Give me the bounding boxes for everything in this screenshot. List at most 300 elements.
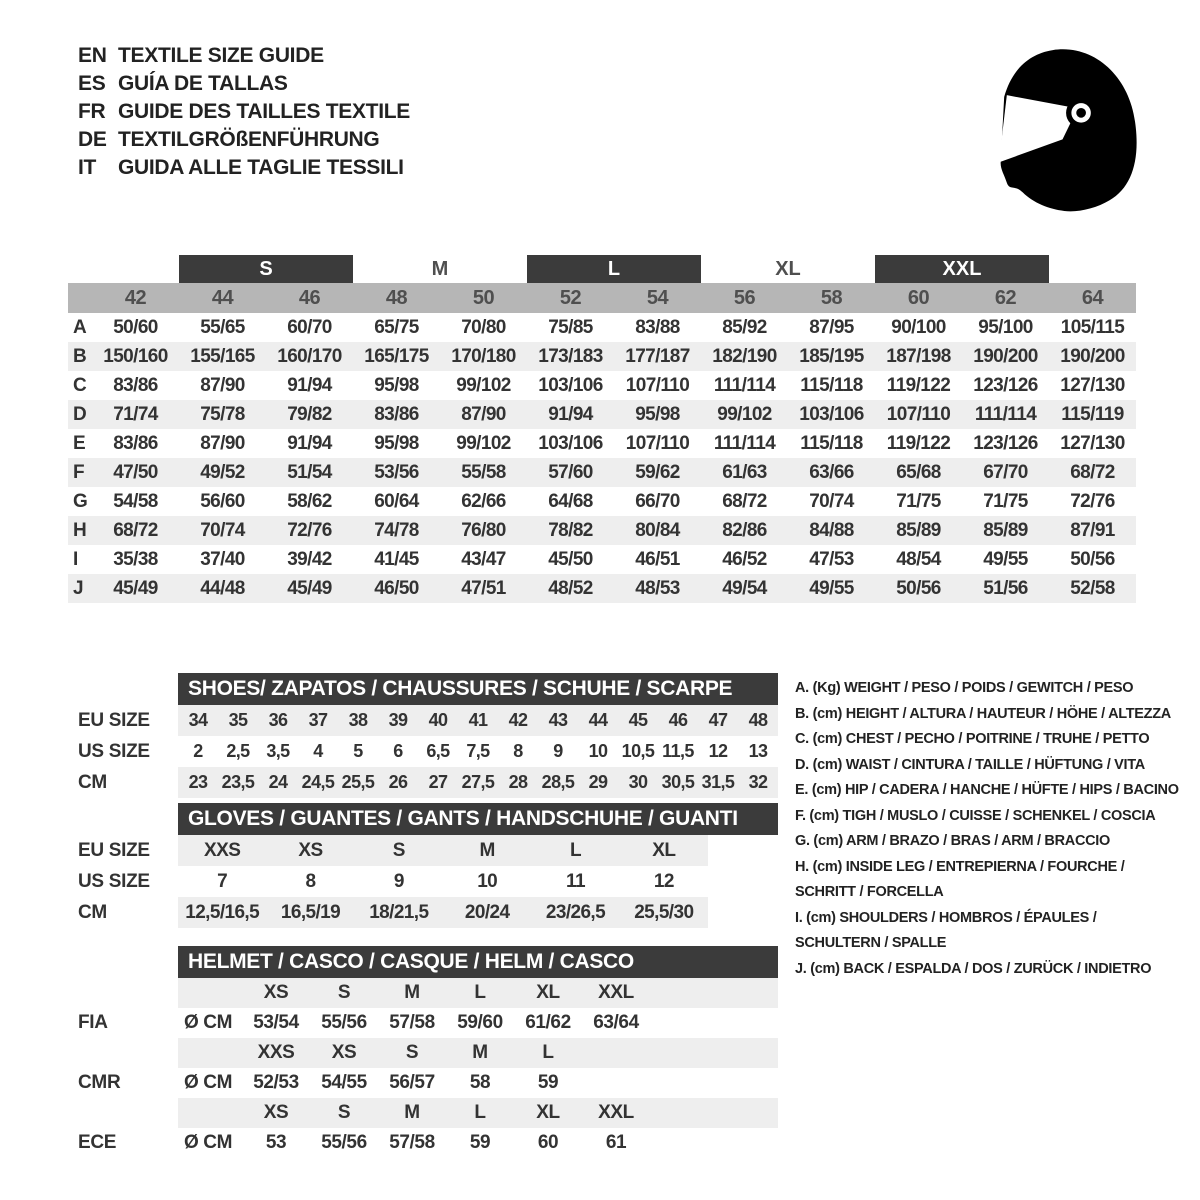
measurement-cell: 56/60: [200, 490, 245, 512]
helmet-rows: [178, 978, 778, 1158]
gloves-table: [178, 803, 778, 928]
measurement-cell: 99/102: [456, 374, 511, 396]
measurement-row: [68, 458, 1136, 487]
measurement-cell: 91/94: [287, 432, 332, 454]
measurement-cell: 85/89: [896, 519, 941, 541]
gloves-rows: [178, 835, 778, 928]
gloves-cell: 12,5/16,5: [185, 901, 260, 923]
measurement-cell: 185/195: [799, 345, 864, 367]
legend-item: D. (cm) WAIST / CINTURA / TAILLE / HÜFTUNG / VITA: [795, 756, 1145, 773]
shoes-cell: 34: [188, 710, 208, 730]
helmet-size-cell: XS: [263, 1102, 289, 1123]
shoes-cell: 47: [708, 710, 728, 730]
racing-helmet-icon: [975, 36, 1143, 218]
shoes-cell: 27: [428, 772, 448, 792]
measurement-cell: 95/100: [978, 316, 1033, 338]
helmet-unit-spacer: [178, 1098, 242, 1128]
measurement-cell: 59/62: [635, 461, 680, 483]
shoes-cell: 24,5: [301, 772, 335, 792]
measurement-cell: 123/126: [973, 374, 1038, 396]
row-label: H: [73, 519, 87, 541]
shoes-cell: 7,5: [466, 741, 490, 761]
shoes-cell: 30,5: [661, 772, 695, 792]
shoes-cell: 29: [588, 772, 608, 792]
gloves-row: [178, 835, 708, 866]
helmet-size-row: [178, 1038, 778, 1068]
measurement-cell: 70/74: [200, 519, 245, 541]
corner-cell: [68, 283, 92, 313]
measurement-row: [68, 429, 1136, 458]
helmet-value-cell: 57/58: [389, 1012, 435, 1033]
gloves-cell: S: [392, 839, 405, 861]
measurement-cell: 119/122: [886, 374, 951, 396]
shoes-cell: 8: [513, 741, 523, 761]
measurement-cell: 50/56: [896, 577, 941, 599]
gloves-cell: XS: [298, 839, 323, 861]
helmet-size-cell: M: [404, 1102, 420, 1123]
measurement-cell: 47/51: [461, 577, 506, 599]
helmet-filler: [650, 1098, 778, 1128]
gloves-row-label: EU SIZE: [78, 839, 150, 861]
measurement-cell: 41/45: [374, 548, 419, 570]
measurement-row: [68, 400, 1136, 429]
measurement-row: [68, 371, 1136, 400]
measurement-cell: 49/54: [722, 577, 767, 599]
language-code: IT: [78, 156, 97, 179]
measurement-cell: 74/78: [374, 519, 419, 541]
measurement-cell: 57/60: [548, 461, 593, 483]
shoes-cell: 43: [548, 710, 568, 730]
helmet-value-cell: 53: [265, 1132, 287, 1153]
measurement-cell: 85/89: [983, 519, 1028, 541]
measurement-cell: 45/49: [287, 577, 332, 599]
gloves-row-label: US SIZE: [78, 870, 150, 892]
helmet-value-row: [178, 1008, 778, 1038]
measurement-cell: 68/72: [722, 490, 767, 512]
shoes-cell: 42: [508, 710, 528, 730]
measurement-legend: [795, 676, 1185, 982]
gloves-cell: 7: [217, 870, 228, 892]
legend-item: E. (cm) HIP / CADERA / HANCHE / HÜFTE / HIPS / BACINO: [795, 782, 1179, 798]
helmet-unit-cell: Ø CM: [184, 1012, 233, 1033]
shoes-cell: 32: [748, 772, 768, 792]
measurement-row: [68, 574, 1136, 603]
shoes-cell: 6: [393, 741, 403, 761]
language-code: EN: [78, 44, 107, 67]
helmet-value-cell: 59/60: [457, 1012, 503, 1033]
measurement-cell: 46/52: [722, 548, 767, 570]
measurement-cell: 48/52: [548, 577, 593, 599]
measurement-cell: 84/88: [809, 519, 854, 541]
gloves-row: [178, 897, 708, 928]
shoes-rows: [178, 705, 778, 798]
helmet-value-cell: 61/62: [525, 1012, 571, 1033]
measurement-cell: 107/110: [625, 374, 690, 396]
language-title: GUÍA DE TALLAS: [118, 72, 288, 95]
gloves-row: [178, 866, 708, 897]
gloves-cell: 20/24: [464, 901, 510, 923]
size-band-xxl: XXL: [875, 255, 1049, 283]
shoes-table: [178, 673, 778, 798]
row-label: I: [73, 548, 79, 570]
shoes-cell: 44: [588, 710, 608, 730]
measurement-cell: 165/175: [364, 345, 429, 367]
shoes-cell: 35: [228, 710, 248, 730]
helmet-size-cell: S: [405, 1042, 419, 1063]
size-column-header: 42: [124, 286, 147, 309]
gloves-cell: 8: [305, 870, 316, 892]
language-title: TEXTILGRÖßENFÜHRUNG: [118, 128, 380, 151]
measurement-cell: 115/119: [1061, 403, 1124, 425]
legend-item: B. (cm) HEIGHT / ALTURA / HAUTEUR / HÖHE / ALTEZZA: [795, 705, 1171, 722]
shoes-row: [178, 736, 778, 767]
size-number-row: [68, 283, 1136, 313]
helmet-size-cell: XXL: [598, 982, 634, 1003]
measurement-cell: 103/106: [799, 403, 864, 425]
measurement-cell: 160/170: [277, 345, 342, 367]
helmet-unit-spacer: [178, 978, 242, 1008]
measurement-cell: 39/42: [287, 548, 332, 570]
legend-item: G. (cm) ARM / BRAZO / BRAS / ARM / BRACCIO: [795, 833, 1110, 849]
helmet-standard-label: ECE: [78, 1132, 117, 1153]
shoes-row: [178, 705, 778, 736]
measurement-cell: 46/51: [635, 548, 680, 570]
shoes-cell: 3,5: [266, 741, 290, 761]
measurement-cell: 91/94: [548, 403, 593, 425]
measurement-cell: 83/86: [113, 432, 158, 454]
measurement-cell: 87/91: [1070, 519, 1115, 541]
measurement-cell: 99/102: [717, 403, 772, 425]
helmet-value-cell: 61: [605, 1132, 627, 1153]
measurement-cell: 90/100: [891, 316, 946, 338]
helmet-value-row: [178, 1068, 778, 1098]
gloves-cell: XL: [652, 839, 676, 861]
measurement-cell: 91/94: [287, 374, 332, 396]
shoes-cell: 46: [668, 710, 688, 730]
shoes-cell: 28: [508, 772, 528, 792]
row-label: E: [73, 432, 86, 454]
measurement-cell: 51/54: [287, 461, 332, 483]
helmet-size-cell: XXL: [598, 1102, 634, 1123]
helmet-size-cell: XS: [331, 1042, 357, 1063]
helmet-size-cell: L: [542, 1042, 554, 1063]
legend-item: SCHRITT / FORCELLA: [795, 884, 944, 900]
language-code: DE: [78, 128, 107, 151]
measurement-cell: 95/98: [374, 374, 419, 396]
helmet-value-cell: 63/64: [593, 1012, 639, 1033]
measurement-cell: 79/82: [287, 403, 332, 425]
legend-item: I. (cm) SHOULDERS / HOMBROS / ÉPAULES /: [795, 909, 1097, 926]
helmet-value-row: [178, 1128, 778, 1158]
measurement-cell: 127/130: [1060, 374, 1125, 396]
shoes-side-labels: [78, 705, 178, 798]
helmet-size-cell: XS: [263, 982, 289, 1003]
size-column-header: 52: [559, 286, 582, 309]
helmet-unit-cell: Ø CM: [184, 1072, 233, 1093]
size-band-xl: XL: [775, 257, 801, 280]
helmet-size-cell: M: [472, 1042, 488, 1063]
measurement-cell: 80/84: [635, 519, 680, 541]
size-column-header: 58: [820, 286, 843, 309]
language-code: ES: [78, 72, 106, 95]
gloves-cell: M: [479, 839, 495, 861]
measurement-cell: 49/55: [809, 577, 854, 599]
helmet-size-cell: S: [337, 1102, 351, 1123]
measurement-cell: 60/70: [287, 316, 332, 338]
measurement-cell: 72/76: [287, 519, 332, 541]
helmet-side-labels: [78, 978, 178, 1158]
measurement-cell: 78/82: [548, 519, 593, 541]
shoes-cell: 25,5: [341, 772, 375, 792]
measurement-cell: 190/200: [1060, 345, 1125, 367]
shoes-cell: 23: [188, 772, 208, 792]
gloves-cell: 11: [566, 870, 585, 892]
helmet-filler: [650, 1068, 778, 1098]
measurement-cell: 83/88: [635, 316, 680, 338]
measurement-cell: 67/70: [983, 461, 1028, 483]
helmet-value-cell: 59: [537, 1072, 559, 1093]
helmet-size-cell: XL: [536, 982, 560, 1003]
measurement-cell: 87/95: [809, 316, 854, 338]
measurement-cell: 50/56: [1070, 548, 1115, 570]
measurement-cell: 71/75: [896, 490, 941, 512]
language-title: GUIDA ALLE TAGLIE TESSILI: [118, 156, 404, 179]
helmet-value-cell: 56/57: [389, 1072, 435, 1093]
helmet-value-cell: 58: [469, 1072, 491, 1093]
measurement-cell: 119/122: [886, 432, 951, 454]
measurement-row: [68, 342, 1136, 371]
row-label: G: [73, 490, 88, 512]
language-row: [78, 154, 410, 182]
language-row: [78, 98, 410, 126]
measurement-cell: 58/62: [287, 490, 332, 512]
measurement-cell: 187/198: [886, 345, 951, 367]
helmet-filler: [650, 1128, 778, 1158]
helmet-value-cell: 55/56: [321, 1132, 367, 1153]
gloves-cell: 10: [477, 870, 498, 892]
helmet-value-cell: 52/53: [253, 1072, 299, 1093]
helmet-unit-cell: Ø CM: [184, 1132, 233, 1153]
measurement-cell: 95/98: [635, 403, 680, 425]
gloves-table-title: GLOVES / GUANTES / GANTS / HANDSCHUHE / GUANTI: [178, 803, 778, 835]
shoes-cell: 13: [748, 741, 768, 761]
size-band-m: M: [431, 257, 449, 280]
measurement-cell: 46/50: [374, 577, 419, 599]
measurement-cell: 87/90: [200, 374, 245, 396]
shoes-table-title: SHOES/ ZAPATOS / CHAUSSURES / SCHUHE / SCARPE: [178, 673, 778, 705]
size-column-header: 64: [1081, 286, 1104, 309]
shoes-cell: 26: [388, 772, 408, 792]
gloves-cell: 23/26,5: [545, 901, 606, 923]
measurement-cell: 115/118: [800, 374, 863, 396]
measurement-cell: 75/78: [200, 403, 245, 425]
legend-item: H. (cm) INSIDE LEG / ENTREPIERNA / FOURCHE /: [795, 858, 1125, 875]
size-column-header: 46: [298, 286, 321, 309]
helmet-standard-label: CMR: [78, 1072, 121, 1093]
legend-item: A. (Kg) WEIGHT / PESO / POIDS / GEWITCH / PESO: [795, 680, 1134, 696]
language-list: [78, 42, 410, 182]
measurement-cell: 182/190: [712, 345, 777, 367]
gloves-cell: 25,5/30: [634, 901, 694, 923]
shoes-cell: 23,5: [221, 772, 255, 792]
helmet-table-title: HELMET / CASCO / CASQUE / HELM / CASCO: [178, 946, 778, 978]
shoes-cell: 2: [193, 741, 203, 761]
legend-item: F. (cm) TIGH / MUSLO / CUISSE / SCHENKEL / COSCIA: [795, 807, 1156, 824]
shoes-cell: 37: [308, 710, 328, 730]
language-row: [78, 42, 410, 70]
gloves-cell: 12: [653, 870, 674, 892]
row-label: F: [73, 461, 85, 483]
gloves-cell: 16,5/19: [280, 901, 341, 923]
measurement-cell: 60/64: [374, 490, 419, 512]
measurement-cell: 45/49: [113, 577, 158, 599]
measurement-cell: 48/53: [635, 577, 680, 599]
shoes-cell: 2,5: [226, 741, 250, 761]
measurement-cell: 47/53: [809, 548, 854, 570]
measurement-cell: 82/86: [722, 519, 767, 541]
measurement-cell: 115/118: [800, 432, 863, 454]
row-label: A: [73, 316, 87, 338]
shoes-cell: 36: [268, 710, 288, 730]
measurement-cell: 75/85: [548, 316, 593, 338]
measurement-cell: 177/187: [625, 345, 690, 367]
shoes-cell: 9: [553, 741, 563, 761]
shoes-row: [178, 767, 778, 798]
helmet-size-cell: L: [474, 1102, 486, 1123]
measurement-cell: 83/86: [374, 403, 419, 425]
helmet-size-cell: XXS: [257, 1042, 295, 1063]
measurement-cell: 103/106: [538, 374, 603, 396]
measurement-cell: 99/102: [456, 432, 511, 454]
shoes-cell: 11,5: [662, 741, 694, 761]
helmet-size-cell: M: [404, 982, 420, 1003]
row-label: D: [73, 403, 87, 425]
legend-item: J. (cm) BACK / ESPALDA / DOS / ZURÜCK / INDIETRO: [795, 960, 1152, 977]
shoes-cell: 27,5: [461, 772, 495, 792]
measurement-cell: 111/114: [713, 432, 776, 454]
measurement-cell: 72/76: [1070, 490, 1115, 512]
measurement-cell: 37/40: [200, 548, 245, 570]
shoes-cell: 6,5: [426, 741, 450, 761]
measurement-cell: 66/70: [635, 490, 680, 512]
shoes-cell: 10,5: [621, 741, 655, 761]
size-band-row: [68, 255, 1136, 283]
legend-item: C. (cm) CHEST / PECHO / POITRINE / TRUHE / PETTO: [795, 731, 1150, 747]
shoes-cell: 10: [588, 741, 608, 761]
measurement-cell: 107/110: [886, 403, 951, 425]
helmet-value-cell: 57/58: [389, 1132, 435, 1153]
shoes-cell: 48: [748, 710, 768, 730]
measurement-cell: 170/180: [451, 345, 516, 367]
size-column-header: 60: [907, 286, 930, 309]
language-row: [78, 70, 410, 98]
helmet-size-cell: S: [337, 982, 351, 1003]
language-row: [78, 126, 410, 154]
measurement-cell: 76/80: [461, 519, 506, 541]
measurement-cell: 49/55: [983, 548, 1028, 570]
measurement-cell: 70/80: [461, 316, 506, 338]
measurement-cell: 63/66: [809, 461, 854, 483]
measurement-cell: 150/160: [103, 345, 168, 367]
row-label: B: [73, 345, 87, 367]
shoes-section: [78, 673, 788, 798]
measurement-cell: 64/68: [548, 490, 593, 512]
helmet-unit-spacer: [178, 1038, 242, 1068]
measurement-cell: 62/66: [461, 490, 506, 512]
size-band-l: L: [527, 255, 701, 283]
measurement-row: [68, 313, 1136, 342]
measurement-row: [68, 516, 1136, 545]
measurement-cell: 52/58: [1070, 577, 1115, 599]
shoes-row-label: CM: [78, 771, 107, 793]
helmet-section: [78, 946, 788, 1158]
helmet-table: [178, 946, 778, 1158]
shoes-row-label: EU SIZE: [78, 709, 150, 731]
measurement-cell: 68/72: [1070, 461, 1115, 483]
helmet-size-cell: L: [474, 982, 486, 1003]
measurement-cell: 111/114: [974, 403, 1037, 425]
measurement-cell: 71/74: [113, 403, 158, 425]
size-column-header: 56: [733, 286, 756, 309]
measurement-cell: 71/75: [983, 490, 1028, 512]
measurement-cell: 68/72: [113, 519, 158, 541]
size-column-header: 48: [385, 286, 408, 309]
measurement-cell: 123/126: [973, 432, 1038, 454]
language-title: TEXTILE SIZE GUIDE: [118, 44, 324, 67]
measurement-cell: 35/38: [113, 548, 158, 570]
shoes-cell: 30: [628, 772, 648, 792]
helmet-value-cell: 60: [537, 1132, 559, 1153]
shoes-row-label: US SIZE: [78, 740, 150, 762]
shoes-cell: 4: [313, 741, 323, 761]
gloves-side-labels: [78, 835, 178, 928]
size-band-s: S: [179, 255, 353, 283]
measurement-cell: 55/65: [200, 316, 245, 338]
measurement-cell: 105/115: [1060, 316, 1125, 338]
gloves-cell: 18/21,5: [369, 901, 429, 923]
helmet-filler: [650, 1008, 778, 1038]
measurement-cell: 155/165: [190, 345, 255, 367]
measurement-cell: 190/200: [973, 345, 1038, 367]
helmet-size-cell: [582, 1038, 650, 1068]
shoes-cell: 39: [388, 710, 408, 730]
measurement-cell: 87/90: [200, 432, 245, 454]
size-column-header: 44: [211, 286, 234, 309]
helmet-filler: [650, 978, 778, 1008]
gloves-row-label: CM: [78, 901, 107, 923]
measurement-cell: 87/90: [461, 403, 506, 425]
measurement-cell: 49/52: [200, 461, 245, 483]
measurement-cell: 65/68: [896, 461, 941, 483]
measurement-cell: 45/50: [548, 548, 593, 570]
helmet-value-cell: 53/54: [253, 1012, 299, 1033]
gloves-section: [78, 803, 788, 928]
measurement-cell: 50/60: [113, 316, 158, 338]
row-label: J: [73, 577, 84, 599]
textile-size-table: [68, 255, 1136, 603]
shoes-cell: 28,5: [541, 772, 575, 792]
measurement-cell: 47/50: [113, 461, 158, 483]
shoes-cell: 5: [353, 741, 363, 761]
measurement-cell: 55/58: [461, 461, 506, 483]
helmet-value-cell: [582, 1068, 650, 1098]
measurement-cell: 173/183: [538, 345, 603, 367]
measurement-cell: 85/92: [722, 316, 767, 338]
gloves-cell: L: [569, 839, 581, 861]
measurement-cell: 48/54: [896, 548, 941, 570]
helmet-value-cell: 55/56: [321, 1012, 367, 1033]
measurement-cell: 107/110: [625, 432, 690, 454]
